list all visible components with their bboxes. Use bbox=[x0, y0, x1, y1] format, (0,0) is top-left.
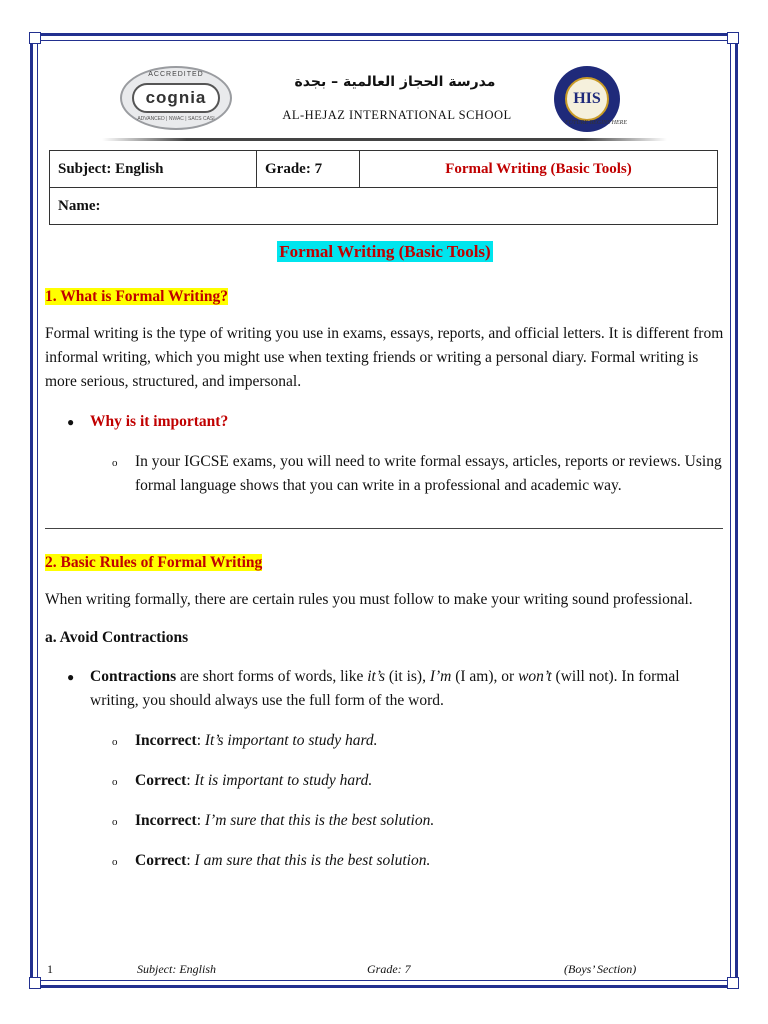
header-divider bbox=[102, 138, 667, 141]
worksheet-title: Formal Writing (Basic Tools) bbox=[279, 242, 491, 261]
bullet-dot: ● bbox=[67, 670, 75, 684]
example-text: I’m sure that this is the best solution. bbox=[204, 812, 435, 829]
title-line bbox=[45, 240, 725, 265]
school-header bbox=[100, 62, 668, 140]
bullet-heading: Why is it important? bbox=[90, 413, 229, 430]
bullet-item bbox=[45, 665, 725, 713]
footer-section: (Boys’ Section) bbox=[564, 962, 637, 976]
example-item bbox=[45, 809, 725, 833]
example-text: I am sure that this is the best solution. bbox=[194, 852, 431, 869]
example: it’s bbox=[367, 668, 386, 685]
text: (will not). In formal writing, you should always use the full form of the word. bbox=[90, 668, 680, 709]
school-logo-motto: FUTURE BEGINS HERE bbox=[565, 120, 627, 126]
border-corner-ornament bbox=[727, 32, 739, 44]
sub-bullet-icon: o bbox=[112, 816, 118, 828]
example-sep: : bbox=[196, 732, 205, 749]
info-row bbox=[50, 151, 718, 188]
border-corner-ornament bbox=[29, 32, 41, 44]
example-label: Correct bbox=[135, 852, 187, 869]
name-row bbox=[50, 188, 718, 225]
example-text: It is important to study hard. bbox=[194, 772, 373, 789]
sub-bullet-icon: o bbox=[112, 457, 118, 469]
bullet-item bbox=[45, 410, 725, 434]
school-logo bbox=[546, 64, 646, 134]
footer-subject: Subject: English bbox=[137, 962, 216, 976]
info-table bbox=[49, 150, 718, 225]
bullet-dot: ● bbox=[67, 415, 75, 429]
school-logo-initials: HIS bbox=[565, 77, 609, 121]
footer-grade: Grade: 7 bbox=[367, 962, 411, 976]
text: (it is), bbox=[385, 668, 430, 685]
text: are short forms of words, like bbox=[176, 668, 368, 685]
sub-point bbox=[45, 450, 725, 498]
example-item bbox=[45, 729, 725, 753]
section-divider bbox=[45, 528, 723, 529]
grade-cell: Grade: 7 bbox=[257, 151, 360, 188]
logo-bottom-text: ADVANCED | NWAC | SACS CASI bbox=[137, 116, 215, 122]
cognia-accreditation-logo bbox=[120, 66, 232, 130]
subject-cell: Subject: English bbox=[50, 151, 257, 188]
border-corner-ornament bbox=[727, 977, 739, 989]
example-item bbox=[45, 849, 725, 873]
sub-bullet-icon: o bbox=[112, 736, 118, 748]
section1-paragraph: Formal writing is the type of writing you use in exams, essays, reports, and official letters. It is different from informal writing, which you might use when texting friends or writing a personal diary. Formal writing is more serious, structured, and impersonal. bbox=[45, 325, 724, 390]
term: Contractions bbox=[90, 668, 177, 685]
section1-heading: 1. What is Formal Writing? bbox=[45, 288, 228, 305]
sub-bullet-icon: o bbox=[112, 776, 118, 788]
example: won’t bbox=[518, 668, 552, 685]
logo-name: cognia bbox=[132, 83, 220, 113]
text: (I am), or bbox=[451, 668, 519, 685]
school-name-arabic: مدرسة الحجاز العالمية – بجدة bbox=[294, 74, 496, 90]
page-number: 1 bbox=[47, 962, 53, 976]
example-label: Incorrect bbox=[135, 732, 197, 749]
sub-point-text: In your IGCSE exams, you will need to write formal essays, articles, reports or reviews. Using formal language shows that you can write in a professional and academic way. bbox=[135, 453, 722, 494]
section2-heading: 2. Basic Rules of Formal Writing bbox=[45, 554, 263, 571]
sub-bullet-icon: o bbox=[112, 856, 118, 868]
example-text: It’s important to study hard. bbox=[204, 732, 378, 749]
example: I’m bbox=[429, 668, 452, 685]
worksheet-content bbox=[45, 240, 725, 873]
logo-top-text: ACCREDITED bbox=[148, 71, 204, 78]
school-name-english: AL-HEJAZ INTERNATIONAL SCHOOL bbox=[282, 108, 512, 122]
name-field[interactable]: Name: bbox=[50, 188, 718, 225]
example-sep: : bbox=[186, 852, 195, 869]
subheading-contractions: a. Avoid Contractions bbox=[45, 629, 189, 646]
example-label: Correct bbox=[135, 772, 187, 789]
border-corner-ornament bbox=[29, 977, 41, 989]
example-sep: : bbox=[196, 812, 205, 829]
example-sep: : bbox=[186, 772, 195, 789]
example-item bbox=[45, 769, 725, 793]
example-label: Incorrect bbox=[135, 812, 197, 829]
topic-cell: Formal Writing (Basic Tools) bbox=[360, 151, 718, 188]
section2-intro: When writing formally, there are certain rules you must follow to make your writing sound professional. bbox=[45, 591, 693, 608]
